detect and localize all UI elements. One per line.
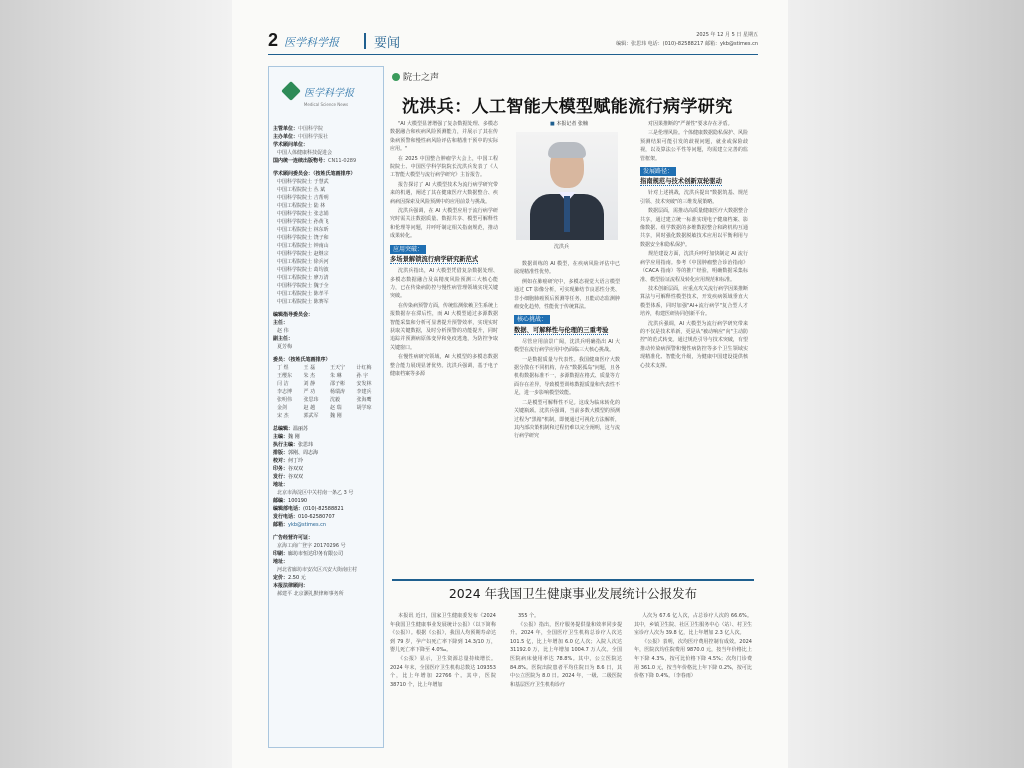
list-item: 计红梅 — [356, 365, 372, 371]
page-header — [268, 30, 758, 55]
list-item: 中国工程院院士 陈孝平 — [277, 291, 329, 297]
paragraph: 《公报》指出，医疗服务提供量和效率同步提升。2024 年，全国医疗卫生机构总诊疗人次达 101.5 亿，比上年增加 6.0 亿人次；入院人次达 31192.0 万，比上年增加 1004.7 万人次。全国医院病床使用率达 78.8%。其中，公立医院达 84.8%。医院出院患者平均住院日为 8.6 日，其中公立医院为 8.0 日。2024 年，一级、二级医院和基层医疗卫生机构诊疗 — [510, 621, 622, 688]
paragraph: 在 2025 中国整合肿瘤学大会上，中国工程院院士、中国医学科学院院长沈洪兵发表了《人工智能大模型与流行病学研究》主旨报告。 — [390, 155, 498, 179]
newspaper-page — [232, 0, 788, 768]
list-item: 安发林 — [356, 381, 372, 387]
advisors-list — [273, 178, 383, 306]
list-item: 杨瑞涛 — [330, 389, 346, 395]
list-item: 中国科学院院士 张志娟 — [277, 211, 329, 217]
list-item: 张海鹰 — [356, 397, 372, 403]
photo-caption: 沈洪兵 — [554, 244, 570, 250]
subheading-1: 应用突破： 多场景解锁流行病学研究新范式 — [390, 245, 479, 264]
paragraph: 《公报》显示，卫生资源总量持续增长。2024 年末，全国医疗卫生机构总数达 109353 个，比上年增加 22766 个。其中，医院 38710 个，比上年增加 — [390, 655, 496, 688]
paragraph: 报告探讨了 AI 大模型技术为流行病学研究带来的机遇，阐述了其在健康医疗大数据整合、疾病病因探索及风险预测中的应用前景与挑战。 — [390, 181, 498, 205]
list-item: 宋 杰 — [277, 413, 289, 419]
article-divider — [392, 579, 754, 581]
paragraph: 数据训练的 AI 模型，在疾病风险评估中已展现精准性优势。 — [514, 261, 620, 276]
list-item: 丁 煜 — [277, 365, 289, 371]
article-column-2 — [514, 260, 620, 442]
list-item: 邵子彬 — [330, 381, 346, 387]
paragraph: 针对上述挑战，沈洪兵提出"数据筑基、规范引领、技术突破"的三维发展策略。 — [640, 190, 748, 205]
paragraph: 三是伦理风险。个体健康数据隐私保护、风险预测结果可能引发的歧视问题，就业或保险歧视，以及算法公平性等问题，均需建立完善的监管框架。 — [640, 130, 749, 162]
paragraph: "AI 大模型显著增强了复杂数据处理、多模态数据融合和疾病风险预测能力，并展示了其在传染病预警和慢性病风险评估和精准干预中的实际应用。" — [390, 121, 498, 153]
list-item: 中国工程院院士 钟南山 — [277, 243, 329, 249]
list-item: 中国科学院院士 孙黄飞 — [277, 219, 329, 225]
list-item: 中国工程院院士 林东昕 — [277, 227, 329, 233]
list-item: 李志博 — [277, 389, 293, 395]
list-item: 王天宁 — [330, 365, 346, 371]
list-item: 中国工程院院士 陆 林 — [277, 203, 326, 209]
list-item: 中国工程院院士 廖万清 — [277, 275, 329, 281]
article-column-1 — [390, 120, 498, 379]
list-item: 郭武军 — [303, 413, 319, 419]
list-item: 中国科学院院士 吉帮明 — [277, 195, 329, 201]
paragraph: 沈洪兵强调，在 AI 大模型应用于流行病学研究时需关注数据质量、数据共享、模型可解释性和伦理等问题，并呼吁制定相关指南规范，推动成果转化。 — [390, 208, 498, 240]
list-item: 王缨东 — [277, 373, 293, 379]
list-item: 中国科学院院士 赵继宗 — [277, 251, 329, 257]
masthead-info: 主管单位：中国科学院 主办单位：中国科学报社 学术顾问单位： 中国人体健康科技促进会 国内统一连续出版物号：CN11-0289 学术顾问委员会：（按姓氏笔画排序） 中国科学院院士 于慧武 中国工程院院士 丛 斌 中国科学院院士 吉帮明 中国工程院院士 陆 林 中国科学院院士 张志娟 中国科学院院士 孙黄飞 中国工程院院士 林东昕 中国科学院院士 饶子和 中国工程院院士 钟南山 中国科学院院士 赵继宗 中国工程院院士 徐兵河 中国科学院院士 葛均波 中国工程院院士 廖万清 中国科学院院士 魏于全 中国工程院院士 陈孝平 中国工程院院士 陈赛军 编辑指导委员会： 主任： 赵 伟 副主任： 夏芳梅 委员：（按姓氏笔画排序） 丁 煜 王 磊 王天宁 计红梅 王缨东 朱 杰 朱 琳 孙 宇 闫 洁 刘 静 邵子彬 安发林 李志博 严 功 杨瑞涛 李建兵 张明伟 张思玮 沈毅 张海鹰 金剑 赵 越 赵 瑞 胡学琼 宋 杰 郭武军 魏 刚 总编辑：温丽苏 主编：魏 刚 执行主编：张思玮 排版：郭刚、周志海 校对：何丁玲 印务：谷双双 发行：谷双双 地址： 北京市海淀区中关村南一条乙 3 号 邮编：100190 编辑部电话：(010)-82588821 发行电话：010-62580707 邮箱：ykb@stimes.cn 广告经营许可证： 京海工商广登字 20170296 号 印刷：廊坊市恒达印务有限公司 地址： 河北省廊坊市安次区兴安大街南庄村 定价：2.50 元 本报法律顾问： 郝建平 北京灏礼默律师事务所 — [273, 125, 383, 598]
list-item: 张明伟 — [277, 397, 293, 403]
paragraph: 355 个。 — [518, 613, 540, 619]
list-item: 李建兵 — [356, 389, 372, 395]
article2-column-3 — [634, 612, 752, 681]
list-item: 金剑 — [277, 405, 288, 411]
list-item — [357, 412, 384, 420]
paragraph: 在慢性病研究领域，AI 大模型的多模态数据整合能力展现显著优势。沈洪兵强调，基于电子健康档案等多源 — [390, 354, 498, 377]
masthead-logo: 医学科学报 — [284, 36, 339, 49]
list-item: 赵 越 — [303, 405, 316, 411]
section-label: 要闻 — [374, 32, 400, 51]
paragraph: 人次为 67.6 亿人次，占总诊疗人次的 66.6%。其中，乡镇卫生院、社区卫生服务中心（站）、村卫生室诊疗人次为 39.8 亿，比上年增加 2.3 亿人次。 — [634, 613, 752, 637]
paragraph: 在传染病预警方面，传统监测依赖卫生系统上报数据存在滞后性，而 AI 大模型通过多源数据智能采集和分析可显著提升预警效率，实现实时获取关键数据，及时分析预警的功能提升，同时追踪并预测病原体变异和免疫逃逸，为防控争取关键窗口。 — [390, 302, 499, 351]
editor-contact: 编辑：张思玮 电话：(010)-82588217 邮箱：ykb@stimes.cn — [616, 41, 758, 47]
headline: 沈洪兵：人工智能大模型赋能流行病学研究 — [402, 97, 733, 117]
column-kicker: 院士之声 — [392, 70, 439, 83]
email-link[interactable]: ykb@stimes.cn — [288, 522, 327, 528]
list-item: 朱 琳 — [330, 373, 342, 379]
article2-column-2 — [510, 612, 622, 689]
list-item: 中国科学院院士 于慧武 — [277, 179, 329, 185]
paragraph: 《公报》表明，次均医疗费用控制有成效。2024 年，医院次均住院费用 9870.0 元，按当年价格比上年下降 4.3%，按可比价格下降 4.5%；次均门诊费用 361.0 元，按当年价格比上年下降 0.2%，按可比价格下降 0.4%。（李春雨） — [634, 638, 752, 680]
paragraph: 一是数据质量与代表性。我国健康医疗大数据分散在不同机构，存在"数据孤岛"问题，且各机构数据标准不一，多源数据在格式、质量等方面存在差异，导致模型训练数据质量和代表性不足，进一步影响模型效能。 — [514, 356, 620, 397]
portrait-photo — [516, 132, 618, 240]
list-item: 魏 刚 — [330, 413, 342, 419]
list-item: 刘 静 — [303, 381, 316, 387]
cross-logo-icon — [281, 81, 301, 101]
subheading-3: 发展路径： 指南规范与技术创新双轮驱动 — [640, 168, 722, 186]
sidebar-logo-subtitle: Medical Science News — [303, 102, 349, 107]
list-item: 朱 杰 — [303, 373, 316, 379]
paragraph: 规范建设方面，沈洪兵呼吁加快制定 AI 流行病学应用指南。参考《中国肿瘤整合诊治指南》（CACA 指南）等的推广经验，明确数据采集标准、模型验证流程及转化应用规范和标准。 — [640, 251, 748, 283]
list-item: 中国科学院院士 魏于全 — [277, 283, 329, 289]
sidebar-logo: 医学科学报 — [284, 81, 368, 101]
background-right-blur — [788, 0, 1024, 768]
background-left-blur — [0, 0, 232, 768]
list-item: 张思玮 — [303, 397, 319, 403]
list-item: 中国工程院院士 陈赛军 — [277, 299, 329, 305]
paragraph: 本报讯 近日，国家卫生健康委发布《2024 年我国卫生健康事业发展统计公报》（以下简称《公报》）。根据《公报》，我国人均预期寿命达到 79 岁，孕产妇死亡率下降到 14.3/10 万，婴儿死亡率下降至 4.0‰。 — [390, 613, 496, 654]
masthead-sidebar — [268, 66, 384, 748]
list-item: 闫 洁 — [277, 381, 289, 387]
list-item: 沈毅 — [330, 397, 341, 403]
paragraph: 例如在肺癌研究中，多模态视觉大语言模型通过 CT 影像分析，可实现肺结节良恶性分类、非小细胞肺癌预后预测等任务，且能动态监测肿瘤变化趋势，性能优于传统算法。 — [514, 278, 620, 311]
list-item: 王 磊 — [303, 365, 316, 371]
list-item: 中国工程院院士 丛 斌 — [277, 187, 326, 193]
list-item: 中国科学院院士 葛均波 — [277, 267, 329, 273]
paragraph: 二是模型可解释性不足。这成为临床转化的关键瓶颈。沈洪兵强调，当前多数大模型的预测过程为"黑箱"机制，即便通过可视化方法解析，其内部决策机制和过程仍难以完全阐明，这与流行病学研究 — [514, 399, 620, 440]
list-item: 孙 宇 — [356, 373, 369, 379]
paragraph: 对因果推断的"严谨性"要求存在矛盾。 — [648, 121, 733, 127]
paragraph: 技术创新层面，应重点攻关流行病学因果推断算法与可解释性模型技术，开发疾病领域垂直大模型体系，同时加强"AI+流行病学"复合型人才培养，构建医研协同创新平台。 — [640, 285, 749, 318]
article2-column-1 — [390, 612, 496, 689]
paragraph: 沈洪兵指出，AI 大模型凭借复杂数据处理、多模态数据融合及高精度风险预测三大核心能力，已在传染病防控与慢性病管理领域实现关键突破。 — [390, 268, 498, 300]
members-list — [273, 364, 383, 420]
list-item: 严 功 — [303, 389, 316, 395]
leaf-icon — [392, 73, 400, 81]
list-item: 胡学琼 — [356, 405, 372, 411]
paragraph: 数据层面，需推动高质量健康医疗大数据整合共享，通过建立统一标准实现电子健康档案、影像数据、组学数据的多维数据整合和跨机构互通共享，同时强化数据脱敏技术应用以平衡利用与数据安全和隐私保护。 — [640, 208, 749, 248]
page-number: 2 — [268, 30, 279, 50]
issue-date: 2025 年 12 月 5 日 星期五 — [696, 32, 758, 38]
paragraph: 尽管应用前景广阔，沈洪兵明确指出 AI 大模型在流行病学应用中仍面临三大核心挑战。 — [514, 338, 620, 354]
list-item: 赵 瑞 — [330, 405, 342, 411]
paragraph: 沈洪兵强调，AI 大模型为流行病学研究带来的不仅是技术革新，更是从"被动响应"向"主动防控"的范式转变。通过规范引导与技术突破，有望推动传染病预警和慢性病防控等多个卫生领域实现精准化、智能化升级，为健康中国建设提供核心技术支撑。 — [640, 320, 748, 369]
article-column-3 — [640, 120, 748, 371]
list-item: 中国科学院院士 饶子和 — [277, 235, 329, 241]
subheading-2: 核心挑战： 数据、可解释性与伦理的三重考验 — [514, 316, 609, 334]
headline-2: 2024 年我国卫生健康事业发展统计公报发布 — [448, 586, 698, 601]
byline: ■ 本报记者 张楠 — [550, 120, 588, 127]
list-item: 中国工程院院士 徐兵河 — [277, 259, 329, 265]
